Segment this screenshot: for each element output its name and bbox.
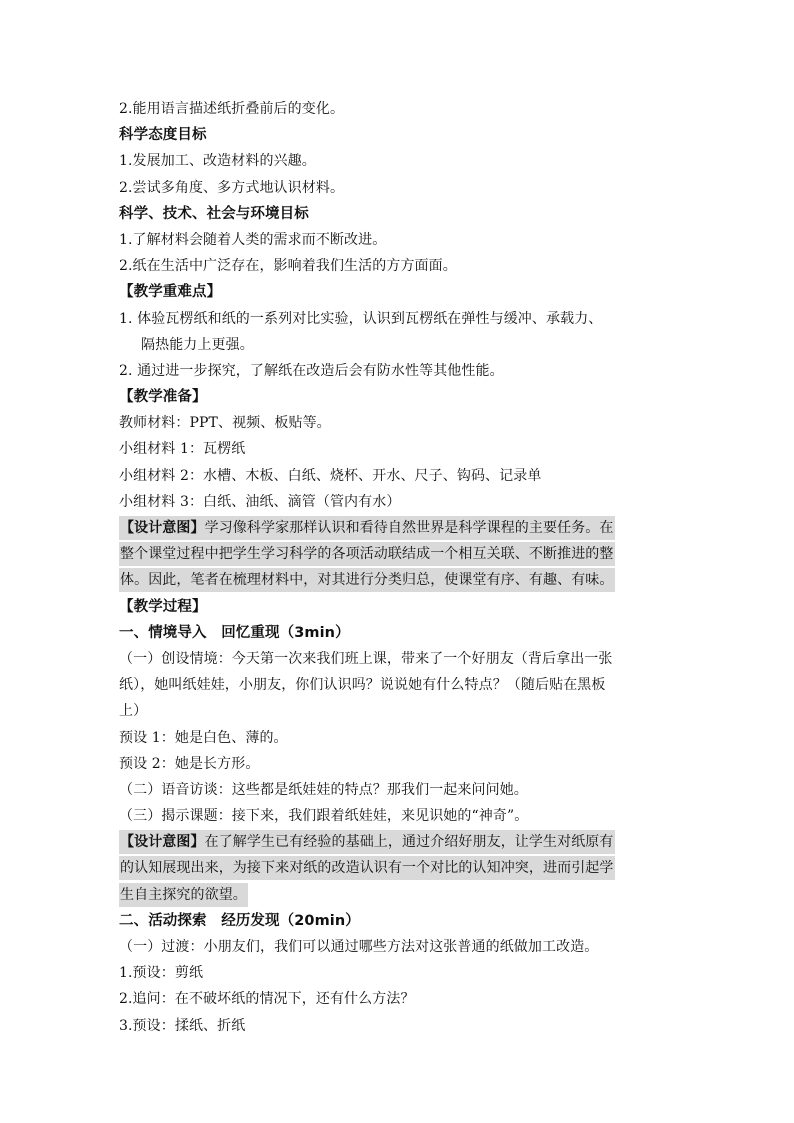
section-heading: 科学、技术、社会与环境目标 bbox=[119, 205, 309, 222]
highlight-block bbox=[119, 516, 615, 540]
text-line: 预设 2：她是长方形。 bbox=[119, 755, 260, 772]
text-line: 3.预设：揉纸、折纸 bbox=[119, 1017, 246, 1034]
design-intent-line bbox=[119, 515, 679, 541]
text-line: 小组材料 2：水槽、木板、白纸、烧杯、开水、尺子、钩码、记录单 bbox=[119, 467, 542, 484]
section-heading: 【教学过程】 bbox=[119, 598, 207, 615]
text-line: 2.尝试多角度、多方式地认识材料。 bbox=[119, 179, 345, 196]
text-line: 上） bbox=[119, 703, 148, 720]
highlight-block bbox=[119, 830, 615, 854]
text-line: 2.纸在生活中广泛存在，影响着我们生活的方方面面。 bbox=[119, 258, 457, 275]
text-line: （二）语音访谈：这些都是纸娃娃的特点？那我们一起来问问她。 bbox=[119, 781, 528, 798]
design-intent-tag: 【设计意图】 bbox=[120, 520, 205, 536]
highlight-block bbox=[119, 883, 248, 907]
text-line: 1.预设：剪纸 bbox=[119, 965, 204, 982]
text-line: 教师材料：PPT、视频、板贴等。 bbox=[119, 415, 331, 432]
highlight-block bbox=[119, 542, 615, 566]
text-line: 预设 1：她是白色、薄的。 bbox=[119, 729, 288, 746]
text-line: 1.发展加工、改造材料的兴趣。 bbox=[119, 153, 316, 170]
text-line: 1.了解材料会随着人类的需求而不断改进。 bbox=[119, 231, 387, 248]
text-line: （三）揭示课题：接下来，我们跟着纸娃娃，来见识她的“神奇”。 bbox=[119, 808, 529, 825]
text-line: 小组材料 1：瓦楞纸 bbox=[119, 441, 246, 458]
section-heading: 科学态度目标 bbox=[119, 127, 207, 144]
text-line: （一）过渡：小朋友们，我们可以通过哪些方法对这张普通的纸做加工改造。 bbox=[119, 939, 599, 955]
text-line: 2.能用语言描述纸折叠前后的变化。 bbox=[119, 101, 345, 117]
text-line: 2. 通过进一步探究，了解纸在改造后会有防水性等其他性能。 bbox=[119, 362, 504, 379]
design-intent-line bbox=[119, 567, 679, 593]
highlight-text: 的认知展现出来，为接下来对纸的改造认识有一个对比的认知冲突，进而引起学 bbox=[120, 860, 614, 877]
section-heading: 二、活动探索 经历发现（20min） bbox=[119, 912, 360, 929]
highlight-block bbox=[119, 856, 615, 880]
text-line: 1. 体验瓦楞纸和纸的一系列对比实验，认识到瓦楞纸在弹性与缓冲、承载力、 bbox=[119, 310, 603, 327]
highlight-text: 生自主探究的欲望。 bbox=[120, 886, 247, 903]
text-line: 小组材料 3：白纸、油纸、滴管（管内有水） bbox=[119, 493, 401, 510]
highlight-block bbox=[119, 568, 615, 592]
text-line: 2.追问：在不破坏纸的情况下，还有什么方法？ bbox=[119, 991, 415, 1008]
design-intent-line bbox=[119, 829, 679, 855]
text-line: 隔热能力上更强。 bbox=[141, 336, 254, 353]
highlight-text: 体。因此，笔者在梳理材料中，对其进行分类归总，使课堂有序、有趣、有味。 bbox=[120, 572, 614, 589]
text-line: 纸），她叫纸娃娃，小朋友，你们认识吗？说说她有什么特点？（随后贴在黑板 bbox=[119, 677, 606, 694]
document-page bbox=[119, 96, 679, 1039]
section-heading: 【教学准备】 bbox=[119, 389, 207, 406]
design-intent-line bbox=[119, 541, 679, 567]
design-intent-line bbox=[119, 855, 679, 881]
section-heading: 【教学重难点】 bbox=[119, 284, 222, 301]
design-intent-line bbox=[119, 882, 679, 908]
highlight-text: 整个课堂过程中把学生学习科学的各项活动联结成一个相互关联、不断推进的整 bbox=[120, 546, 614, 563]
highlight-text: 在了解学生已有经验的基础上，通过介绍好朋友，让学生对纸原有 bbox=[204, 834, 614, 851]
section-heading: 一、情境导入 回忆重现（3min） bbox=[119, 624, 350, 641]
highlight-text: 学习像科学家那样认识和看待自然世界是科学课程的主要任务。在 bbox=[204, 520, 614, 536]
design-intent-tag: 【设计意图】 bbox=[120, 834, 205, 851]
text-line: （一）创设情境：今天第一次来我们班上课，带来了一个好朋友（背后拿出一张 bbox=[119, 650, 613, 667]
